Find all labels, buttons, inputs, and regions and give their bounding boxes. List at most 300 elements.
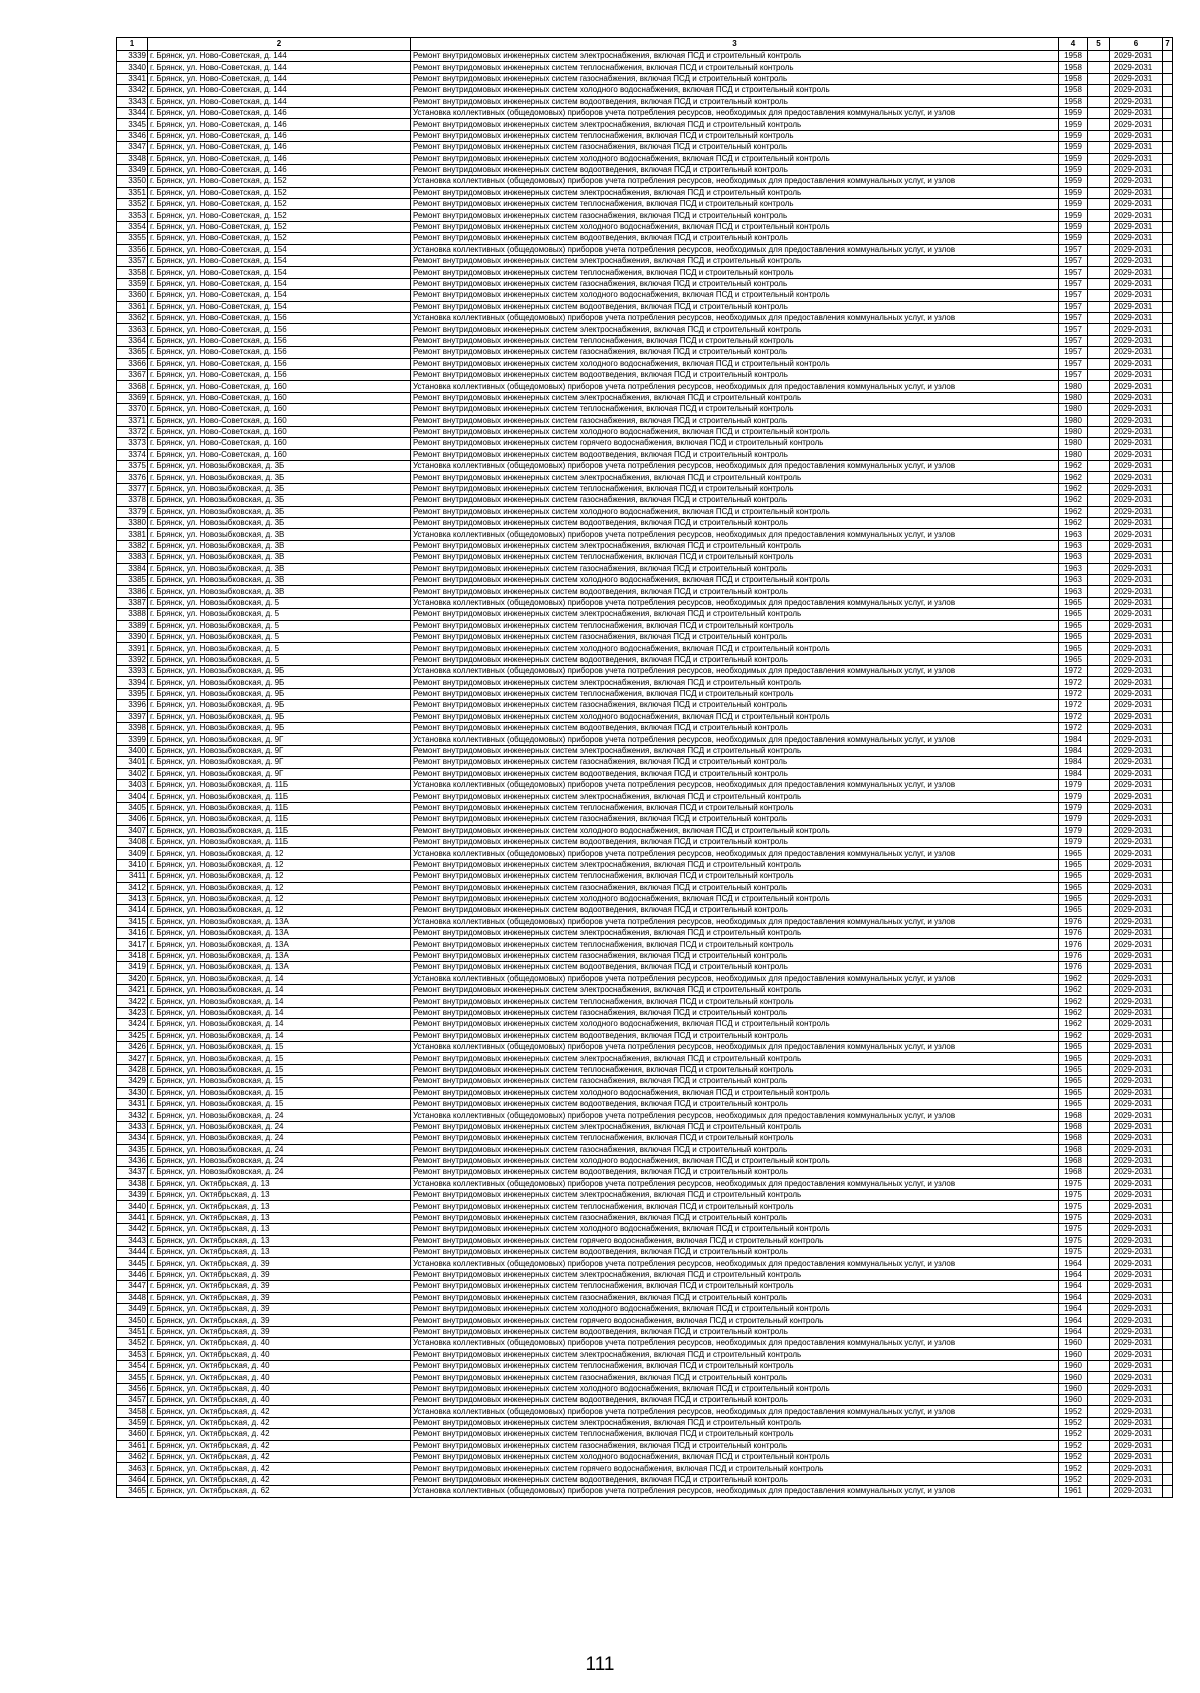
- cell-col-5: [1088, 96, 1110, 107]
- cell-row-number: 3363: [117, 324, 148, 335]
- cell-work-type: Ремонт внутридомовых инженерных систем газоснабжения, включая ПСД и строительный контроль: [411, 563, 1059, 574]
- cell-col-7: [1163, 449, 1173, 460]
- cell-work-type: Установка коллективных (общедомовых) приборов учета потребления ресурсов, необходимых для предоставления коммунальных услуг, и узлов: [411, 461, 1059, 472]
- cell-period: 2029-2031: [1110, 1087, 1163, 1098]
- cell-col-5: [1088, 267, 1110, 278]
- cell-col-7: [1163, 768, 1173, 779]
- cell-row-number: 3447: [117, 1281, 148, 1292]
- cell-build-year: 1980: [1059, 426, 1088, 437]
- cell-row-number: 3449: [117, 1303, 148, 1314]
- table-row: [117, 540, 1173, 551]
- cell-work-type: Ремонт внутридомовых инженерных систем водоотведения, включая ПСД и строительный контроль: [411, 1474, 1059, 1485]
- cell-col-7: [1163, 688, 1173, 699]
- cell-address: г. Брянск, ул. Ново-Советская, д. 154: [148, 278, 411, 289]
- cell-build-year: 1979: [1059, 825, 1088, 836]
- cell-col-5: [1088, 415, 1110, 426]
- work-schedule-table: [116, 37, 1173, 1498]
- cell-address: г. Брянск, ул. Ново-Советская, д. 146: [148, 142, 411, 153]
- cell-col-7: [1163, 1349, 1173, 1360]
- cell-address: г. Брянск, ул. Ново-Советская, д. 144: [148, 73, 411, 84]
- cell-work-type: Ремонт внутридомовых инженерных систем газоснабжения, включая ПСД и строительный контроль: [411, 631, 1059, 642]
- cell-col-7: [1163, 1463, 1173, 1474]
- table-row: [117, 814, 1173, 825]
- cell-period: 2029-2031: [1110, 1417, 1163, 1428]
- cell-col-7: [1163, 472, 1173, 483]
- cell-row-number: 3381: [117, 529, 148, 540]
- cell-work-type: Ремонт внутридомовых инженерных систем электроснабжения, включая ПСД и строительный контроль: [411, 745, 1059, 756]
- cell-address: г. Брянск, ул. Октябрьская, д. 13: [148, 1190, 411, 1201]
- cell-col-7: [1163, 1155, 1173, 1166]
- table-row: [117, 187, 1173, 198]
- cell-address: г. Брянск, ул. Новозыбковская, д. 13А: [148, 916, 411, 927]
- cell-build-year: 1980: [1059, 404, 1088, 415]
- cell-col-7: [1163, 119, 1173, 130]
- cell-work-type: Ремонт внутридомовых инженерных систем водоотведения, включая ПСД и строительный контроль: [411, 586, 1059, 597]
- cell-row-number: 3362: [117, 312, 148, 323]
- table-row: [117, 278, 1173, 289]
- cell-address: г. Брянск, ул. Октябрьская, д. 39: [148, 1292, 411, 1303]
- header-col-6: 6: [1110, 38, 1163, 51]
- cell-row-number: 3342: [117, 85, 148, 96]
- table-header: [117, 38, 1173, 51]
- cell-period: 2029-2031: [1110, 1338, 1163, 1349]
- cell-address: г. Брянск, ул. Новозыбковская, д. 9Г: [148, 734, 411, 745]
- cell-work-type: Ремонт внутридомовых инженерных систем газоснабжения, включая ПСД и строительный контроль: [411, 210, 1059, 221]
- cell-row-number: 3346: [117, 130, 148, 141]
- cell-col-7: [1163, 107, 1173, 118]
- cell-col-7: [1163, 745, 1173, 756]
- table-row: [117, 1167, 1173, 1178]
- table-row: [117, 107, 1173, 118]
- cell-row-number: 3404: [117, 791, 148, 802]
- cell-period: 2029-2031: [1110, 973, 1163, 984]
- header-col-4: 4: [1059, 38, 1088, 51]
- table-row: [117, 1053, 1173, 1064]
- cell-work-type: Ремонт внутридомовых инженерных систем электроснабжения, включая ПСД и строительный контроль: [411, 119, 1059, 130]
- cell-address: г. Брянск, ул. Новозыбковская, д. 3В: [148, 586, 411, 597]
- cell-col-5: [1088, 1041, 1110, 1052]
- cell-work-type: Установка коллективных (общедомовых) приборов учета потребления ресурсов, необходимых для предоставления коммунальных услуг, и узлов: [411, 1338, 1059, 1349]
- cell-build-year: 1965: [1059, 1087, 1088, 1098]
- table-row: [117, 324, 1173, 335]
- cell-work-type: Ремонт внутридомовых инженерных систем горячего водоснабжения, включая ПСД и строительный контроль: [411, 1235, 1059, 1246]
- cell-address: г. Брянск, ул. Ново-Советская, д. 154: [148, 301, 411, 312]
- cell-period: 2029-2031: [1110, 802, 1163, 813]
- cell-work-type: Ремонт внутридомовых инженерных систем газоснабжения, включая ПСД и строительный контроль: [411, 415, 1059, 426]
- cell-address: г. Брянск, ул. Ново-Советская, д. 146: [148, 164, 411, 175]
- cell-period: 2029-2031: [1110, 495, 1163, 506]
- cell-work-type: Ремонт внутридомовых инженерных систем электроснабжения, включая ПСД и строительный контроль: [411, 1269, 1059, 1280]
- cell-col-5: [1088, 176, 1110, 187]
- cell-row-number: 3353: [117, 210, 148, 221]
- cell-work-type: Установка коллективных (общедомовых) приборов учета потребления ресурсов, необходимых для предоставления коммунальных услуг, и узлов: [411, 312, 1059, 323]
- cell-build-year: 1961: [1059, 1486, 1088, 1497]
- cell-work-type: Ремонт внутридомовых инженерных систем водоотведения, включая ПСД и строительный контроль: [411, 369, 1059, 380]
- cell-build-year: 1965: [1059, 848, 1088, 859]
- cell-col-5: [1088, 1429, 1110, 1440]
- cell-build-year: 1980: [1059, 449, 1088, 460]
- cell-address: г. Брянск, ул. Новозыбковская, д. 15: [148, 1098, 411, 1109]
- table-row: [117, 1064, 1173, 1075]
- table-row: [117, 939, 1173, 950]
- cell-col-5: [1088, 426, 1110, 437]
- cell-work-type: Ремонт внутридомовых инженерных систем электроснабжения, включая ПСД и строительный контроль: [411, 859, 1059, 870]
- cell-build-year: 1958: [1059, 62, 1088, 73]
- cell-address: г. Брянск, ул. Ново-Советская, д. 144: [148, 85, 411, 96]
- cell-work-type: Ремонт внутридомовых инженерных систем газоснабжения, включая ПСД и строительный контроль: [411, 882, 1059, 893]
- table-row: [117, 734, 1173, 745]
- cell-period: 2029-2031: [1110, 1474, 1163, 1485]
- cell-period: 2029-2031: [1110, 472, 1163, 483]
- cell-col-7: [1163, 928, 1173, 939]
- cell-period: 2029-2031: [1110, 723, 1163, 734]
- cell-col-7: [1163, 130, 1173, 141]
- cell-row-number: 3434: [117, 1133, 148, 1144]
- cell-build-year: 1963: [1059, 586, 1088, 597]
- cell-build-year: 1965: [1059, 905, 1088, 916]
- table-row: [117, 426, 1173, 437]
- table-row: [117, 1087, 1173, 1098]
- cell-col-5: [1088, 597, 1110, 608]
- cell-col-5: [1088, 1269, 1110, 1280]
- cell-period: 2029-2031: [1110, 199, 1163, 210]
- table-row: [117, 962, 1173, 973]
- cell-work-type: Ремонт внутридомовых инженерных систем водоотведения, включая ПСД и строительный контроль: [411, 1030, 1059, 1041]
- cell-col-5: [1088, 107, 1110, 118]
- cell-build-year: 1952: [1059, 1463, 1088, 1474]
- cell-work-type: Установка коллективных (общедомовых) приборов учета потребления ресурсов, необходимых для предоставления коммунальных услуг, и узлов: [411, 734, 1059, 745]
- cell-address: г. Брянск, ул. Новозыбковская, д. 24: [148, 1133, 411, 1144]
- cell-col-7: [1163, 244, 1173, 255]
- cell-build-year: 1980: [1059, 438, 1088, 449]
- table-row: [117, 369, 1173, 380]
- cell-work-type: Установка коллективных (общедомовых) приборов учета потребления ресурсов, необходимых для предоставления коммунальных услуг, и узлов: [411, 1258, 1059, 1269]
- cell-build-year: 1960: [1059, 1349, 1088, 1360]
- cell-build-year: 1964: [1059, 1303, 1088, 1314]
- cell-col-7: [1163, 381, 1173, 392]
- cell-work-type: Ремонт внутридомовых инженерных систем теплоснабжения, включая ПСД и строительный контроль: [411, 939, 1059, 950]
- cell-col-5: [1088, 859, 1110, 870]
- cell-address: г. Брянск, ул. Новозыбковская, д. 24: [148, 1110, 411, 1121]
- cell-period: 2029-2031: [1110, 1452, 1163, 1463]
- cell-build-year: 1960: [1059, 1338, 1088, 1349]
- cell-work-type: Ремонт внутридомовых инженерных систем теплоснабжения, включая ПСД и строительный контроль: [411, 1133, 1059, 1144]
- cell-address: г. Брянск, ул. Новозыбковская, д. 3Б: [148, 461, 411, 472]
- table-row: [117, 449, 1173, 460]
- cell-build-year: 1975: [1059, 1224, 1088, 1235]
- cell-col-7: [1163, 1406, 1173, 1417]
- cell-col-5: [1088, 483, 1110, 494]
- cell-build-year: 1957: [1059, 256, 1088, 267]
- cell-period: 2029-2031: [1110, 518, 1163, 529]
- cell-row-number: 3417: [117, 939, 148, 950]
- cell-col-7: [1163, 552, 1173, 563]
- cell-col-5: [1088, 1155, 1110, 1166]
- cell-col-5: [1088, 780, 1110, 791]
- cell-row-number: 3464: [117, 1474, 148, 1485]
- cell-col-5: [1088, 1383, 1110, 1394]
- cell-period: 2029-2031: [1110, 586, 1163, 597]
- table-row: [117, 893, 1173, 904]
- cell-col-5: [1088, 905, 1110, 916]
- cell-address: г. Брянск, ул. Ново-Советская, д. 154: [148, 290, 411, 301]
- cell-col-5: [1088, 119, 1110, 130]
- table-row: [117, 290, 1173, 301]
- cell-work-type: Ремонт внутридомовых инженерных систем водоотведения, включая ПСД и строительный контроль: [411, 836, 1059, 847]
- cell-work-type: Ремонт внутридомовых инженерных систем газоснабжения, включая ПСД и строительный контроль: [411, 1007, 1059, 1018]
- cell-col-5: [1088, 848, 1110, 859]
- cell-period: 2029-2031: [1110, 483, 1163, 494]
- table-row: [117, 210, 1173, 221]
- table-row: [117, 1247, 1173, 1258]
- cell-period: 2029-2031: [1110, 563, 1163, 574]
- cell-work-type: Ремонт внутридомовых инженерных систем холодного водоснабжения, включая ПСД и строительный контроль: [411, 426, 1059, 437]
- cell-address: г. Брянск, ул. Новозыбковская, д. 14: [148, 1007, 411, 1018]
- cell-col-7: [1163, 1281, 1173, 1292]
- table-row: [117, 1303, 1173, 1314]
- cell-build-year: 1968: [1059, 1133, 1088, 1144]
- cell-period: 2029-2031: [1110, 51, 1163, 62]
- cell-build-year: 1976: [1059, 928, 1088, 939]
- table-row: [117, 654, 1173, 665]
- table-row: [117, 1429, 1173, 1440]
- cell-col-7: [1163, 221, 1173, 232]
- cell-col-5: [1088, 199, 1110, 210]
- cell-work-type: Ремонт внутридомовых инженерных систем водоотведения, включая ПСД и строительный контроль: [411, 962, 1059, 973]
- cell-col-5: [1088, 768, 1110, 779]
- cell-build-year: 1965: [1059, 1076, 1088, 1087]
- table-row: [117, 1224, 1173, 1235]
- table-row: [117, 1395, 1173, 1406]
- cell-build-year: 1965: [1059, 871, 1088, 882]
- cell-work-type: Ремонт внутридомовых инженерных систем электроснабжения, включая ПСД и строительный контроль: [411, 540, 1059, 551]
- cell-col-5: [1088, 723, 1110, 734]
- cell-col-7: [1163, 985, 1173, 996]
- cell-period: 2029-2031: [1110, 96, 1163, 107]
- cell-address: г. Брянск, ул. Новозыбковская, д. 3Б: [148, 472, 411, 483]
- table-row: [117, 950, 1173, 961]
- cell-build-year: 1960: [1059, 1372, 1088, 1383]
- table-row: [117, 563, 1173, 574]
- cell-col-5: [1088, 312, 1110, 323]
- cell-col-7: [1163, 586, 1173, 597]
- cell-build-year: 1958: [1059, 73, 1088, 84]
- table-row: [117, 244, 1173, 255]
- cell-work-type: Ремонт внутридомовых инженерных систем водоотведения, включая ПСД и строительный контроль: [411, 1326, 1059, 1337]
- cell-row-number: 3360: [117, 290, 148, 301]
- cell-row-number: 3432: [117, 1110, 148, 1121]
- table-row: [117, 1110, 1173, 1121]
- cell-row-number: 3439: [117, 1190, 148, 1201]
- table-row: [117, 609, 1173, 620]
- cell-period: 2029-2031: [1110, 848, 1163, 859]
- cell-work-type: Ремонт внутридомовых инженерных систем теплоснабжения, включая ПСД и строительный контроль: [411, 620, 1059, 631]
- cell-col-7: [1163, 1212, 1173, 1223]
- cell-address: г. Брянск, ул. Ново-Советская, д. 160: [148, 438, 411, 449]
- table-row: [117, 1041, 1173, 1052]
- cell-address: г. Брянск, ул. Октябрьская, д. 13: [148, 1224, 411, 1235]
- cell-col-7: [1163, 563, 1173, 574]
- cell-address: г. Брянск, ул. Новозыбковская, д. 5: [148, 609, 411, 620]
- cell-period: 2029-2031: [1110, 1486, 1163, 1497]
- cell-col-5: [1088, 130, 1110, 141]
- cell-col-5: [1088, 1007, 1110, 1018]
- cell-period: 2029-2031: [1110, 711, 1163, 722]
- cell-col-7: [1163, 1178, 1173, 1189]
- cell-address: г. Брянск, ул. Новозыбковская, д. 11Б: [148, 802, 411, 813]
- cell-row-number: 3429: [117, 1076, 148, 1087]
- cell-col-7: [1163, 1372, 1173, 1383]
- cell-address: г. Брянск, ул. Ново-Советская, д. 152: [148, 221, 411, 232]
- cell-address: г. Брянск, ул. Новозыбковская, д. 9Б: [148, 666, 411, 677]
- cell-address: г. Брянск, ул. Ново-Советская, д. 160: [148, 449, 411, 460]
- cell-row-number: 3451: [117, 1326, 148, 1337]
- cell-work-type: Ремонт внутридомовых инженерных систем газоснабжения, включая ПСД и строительный контроль: [411, 278, 1059, 289]
- table-row: [117, 700, 1173, 711]
- table-row: [117, 1349, 1173, 1360]
- cell-col-7: [1163, 871, 1173, 882]
- cell-col-7: [1163, 1224, 1173, 1235]
- cell-col-5: [1088, 1417, 1110, 1428]
- cell-address: г. Брянск, ул. Ново-Советская, д. 146: [148, 107, 411, 118]
- table-row: [117, 871, 1173, 882]
- cell-address: г. Брянск, ул. Октябрьская, д. 39: [148, 1326, 411, 1337]
- cell-row-number: 3453: [117, 1349, 148, 1360]
- table-row: [117, 461, 1173, 472]
- table-row: [117, 711, 1173, 722]
- cell-build-year: 1962: [1059, 1019, 1088, 1030]
- cell-col-7: [1163, 1007, 1173, 1018]
- cell-address: г. Брянск, ул. Новозыбковская, д. 3В: [148, 563, 411, 574]
- cell-row-number: 3370: [117, 404, 148, 415]
- cell-row-number: 3379: [117, 506, 148, 517]
- cell-work-type: Ремонт внутридомовых инженерных систем газоснабжения, включая ПСД и строительный контроль: [411, 73, 1059, 84]
- table-row: [117, 472, 1173, 483]
- cell-build-year: 1984: [1059, 734, 1088, 745]
- cell-work-type: Ремонт внутридомовых инженерных систем водоотведения, включая ПСД и строительный контроль: [411, 164, 1059, 175]
- cell-row-number: 3416: [117, 928, 148, 939]
- cell-build-year: 1972: [1059, 666, 1088, 677]
- cell-work-type: Ремонт внутридомовых инженерных систем водоотведения, включая ПСД и строительный контроль: [411, 518, 1059, 529]
- table-row: [117, 1440, 1173, 1451]
- cell-col-7: [1163, 85, 1173, 96]
- cell-col-5: [1088, 1292, 1110, 1303]
- cell-address: г. Брянск, ул. Новозыбковская, д. 24: [148, 1155, 411, 1166]
- cell-col-7: [1163, 256, 1173, 267]
- cell-work-type: Ремонт внутридомовых инженерных систем электроснабжения, включая ПСД и строительный контроль: [411, 609, 1059, 620]
- cell-work-type: Ремонт внутридомовых инженерных систем водоотведения, включая ПСД и строительный контроль: [411, 449, 1059, 460]
- cell-build-year: 1964: [1059, 1269, 1088, 1280]
- cell-work-type: Ремонт внутридомовых инженерных систем водоотведения, включая ПСД и строительный контроль: [411, 1098, 1059, 1109]
- cell-col-7: [1163, 176, 1173, 187]
- cell-row-number: 3405: [117, 802, 148, 813]
- cell-address: г. Брянск, ул. Ново-Советская, д. 152: [148, 210, 411, 221]
- cell-build-year: 1963: [1059, 563, 1088, 574]
- cell-period: 2029-2031: [1110, 449, 1163, 460]
- cell-row-number: 3445: [117, 1258, 148, 1269]
- cell-work-type: Ремонт внутридомовых инженерных систем электроснабжения, включая ПСД и строительный контроль: [411, 187, 1059, 198]
- cell-address: г. Брянск, ул. Октябрьская, д. 39: [148, 1269, 411, 1280]
- cell-work-type: Ремонт внутридомовых инженерных систем электроснабжения, включая ПСД и строительный контроль: [411, 1121, 1059, 1132]
- cell-period: 2029-2031: [1110, 164, 1163, 175]
- table-row: [117, 791, 1173, 802]
- cell-col-5: [1088, 757, 1110, 768]
- cell-col-5: [1088, 1258, 1110, 1269]
- cell-period: 2029-2031: [1110, 1064, 1163, 1075]
- cell-row-number: 3371: [117, 415, 148, 426]
- table-row: [117, 495, 1173, 506]
- table-row: [117, 85, 1173, 96]
- cell-row-number: 3444: [117, 1247, 148, 1258]
- cell-period: 2029-2031: [1110, 1383, 1163, 1394]
- cell-col-7: [1163, 1474, 1173, 1485]
- cell-row-number: 3420: [117, 973, 148, 984]
- cell-row-number: 3345: [117, 119, 148, 130]
- cell-row-number: 3410: [117, 859, 148, 870]
- table-row: [117, 392, 1173, 403]
- cell-build-year: 1964: [1059, 1315, 1088, 1326]
- cell-col-7: [1163, 233, 1173, 244]
- cell-period: 2029-2031: [1110, 244, 1163, 255]
- cell-work-type: Установка коллективных (общедомовых) приборов учета потребления ресурсов, необходимых для предоставления коммунальных услуг, и узлов: [411, 381, 1059, 392]
- cell-period: 2029-2031: [1110, 825, 1163, 836]
- cell-work-type: Ремонт внутридомовых инженерных систем холодного водоснабжения, включая ПСД и строительный контроль: [411, 1155, 1059, 1166]
- cell-period: 2029-2031: [1110, 916, 1163, 927]
- cell-period: 2029-2031: [1110, 666, 1163, 677]
- cell-build-year: 1965: [1059, 1064, 1088, 1075]
- cell-address: г. Брянск, ул. Ново-Советская, д. 156: [148, 347, 411, 358]
- cell-row-number: 3428: [117, 1064, 148, 1075]
- cell-work-type: Ремонт внутридомовых инженерных систем теплоснабжения, включая ПСД и строительный контроль: [411, 552, 1059, 563]
- cell-period: 2029-2031: [1110, 893, 1163, 904]
- cell-work-type: Ремонт внутридомовых инженерных систем газоснабжения, включая ПСД и строительный контроль: [411, 700, 1059, 711]
- cell-build-year: 1972: [1059, 677, 1088, 688]
- cell-col-7: [1163, 654, 1173, 665]
- cell-work-type: Ремонт внутридомовых инженерных систем холодного водоснабжения, включая ПСД и строительный контроль: [411, 711, 1059, 722]
- cell-row-number: 3361: [117, 301, 148, 312]
- cell-period: 2029-2031: [1110, 950, 1163, 961]
- cell-row-number: 3415: [117, 916, 148, 927]
- cell-col-7: [1163, 415, 1173, 426]
- cell-period: 2029-2031: [1110, 540, 1163, 551]
- table-row: [117, 768, 1173, 779]
- table-row: [117, 1372, 1173, 1383]
- cell-row-number: 3462: [117, 1452, 148, 1463]
- table-row: [117, 119, 1173, 130]
- cell-work-type: Ремонт внутридомовых инженерных систем теплоснабжения, включая ПСД и строительный контроль: [411, 871, 1059, 882]
- cell-address: г. Брянск, ул. Новозыбковская, д. 13А: [148, 950, 411, 961]
- cell-address: г. Брянск, ул. Новозыбковская, д. 15: [148, 1087, 411, 1098]
- cell-work-type: Ремонт внутридомовых инженерных систем электроснабжения, включая ПСД и строительный контроль: [411, 472, 1059, 483]
- cell-build-year: 1965: [1059, 609, 1088, 620]
- cell-build-year: 1976: [1059, 962, 1088, 973]
- cell-col-7: [1163, 1098, 1173, 1109]
- cell-build-year: 1975: [1059, 1201, 1088, 1212]
- cell-period: 2029-2031: [1110, 267, 1163, 278]
- cell-build-year: 1959: [1059, 233, 1088, 244]
- cell-work-type: Ремонт внутридомовых инженерных систем водоотведения, включая ПСД и строительный контроль: [411, 96, 1059, 107]
- cell-row-number: 3339: [117, 51, 148, 62]
- cell-period: 2029-2031: [1110, 1133, 1163, 1144]
- cell-col-7: [1163, 574, 1173, 585]
- table-row: [117, 506, 1173, 517]
- cell-col-7: [1163, 1429, 1173, 1440]
- cell-work-type: Ремонт внутридомовых инженерных систем холодного водоснабжения, включая ПСД и строительный контроль: [411, 358, 1059, 369]
- cell-work-type: Ремонт внутридомовых инженерных систем электроснабжения, включая ПСД и строительный контроль: [411, 51, 1059, 62]
- cell-col-5: [1088, 734, 1110, 745]
- cell-col-7: [1163, 506, 1173, 517]
- cell-row-number: 3457: [117, 1395, 148, 1406]
